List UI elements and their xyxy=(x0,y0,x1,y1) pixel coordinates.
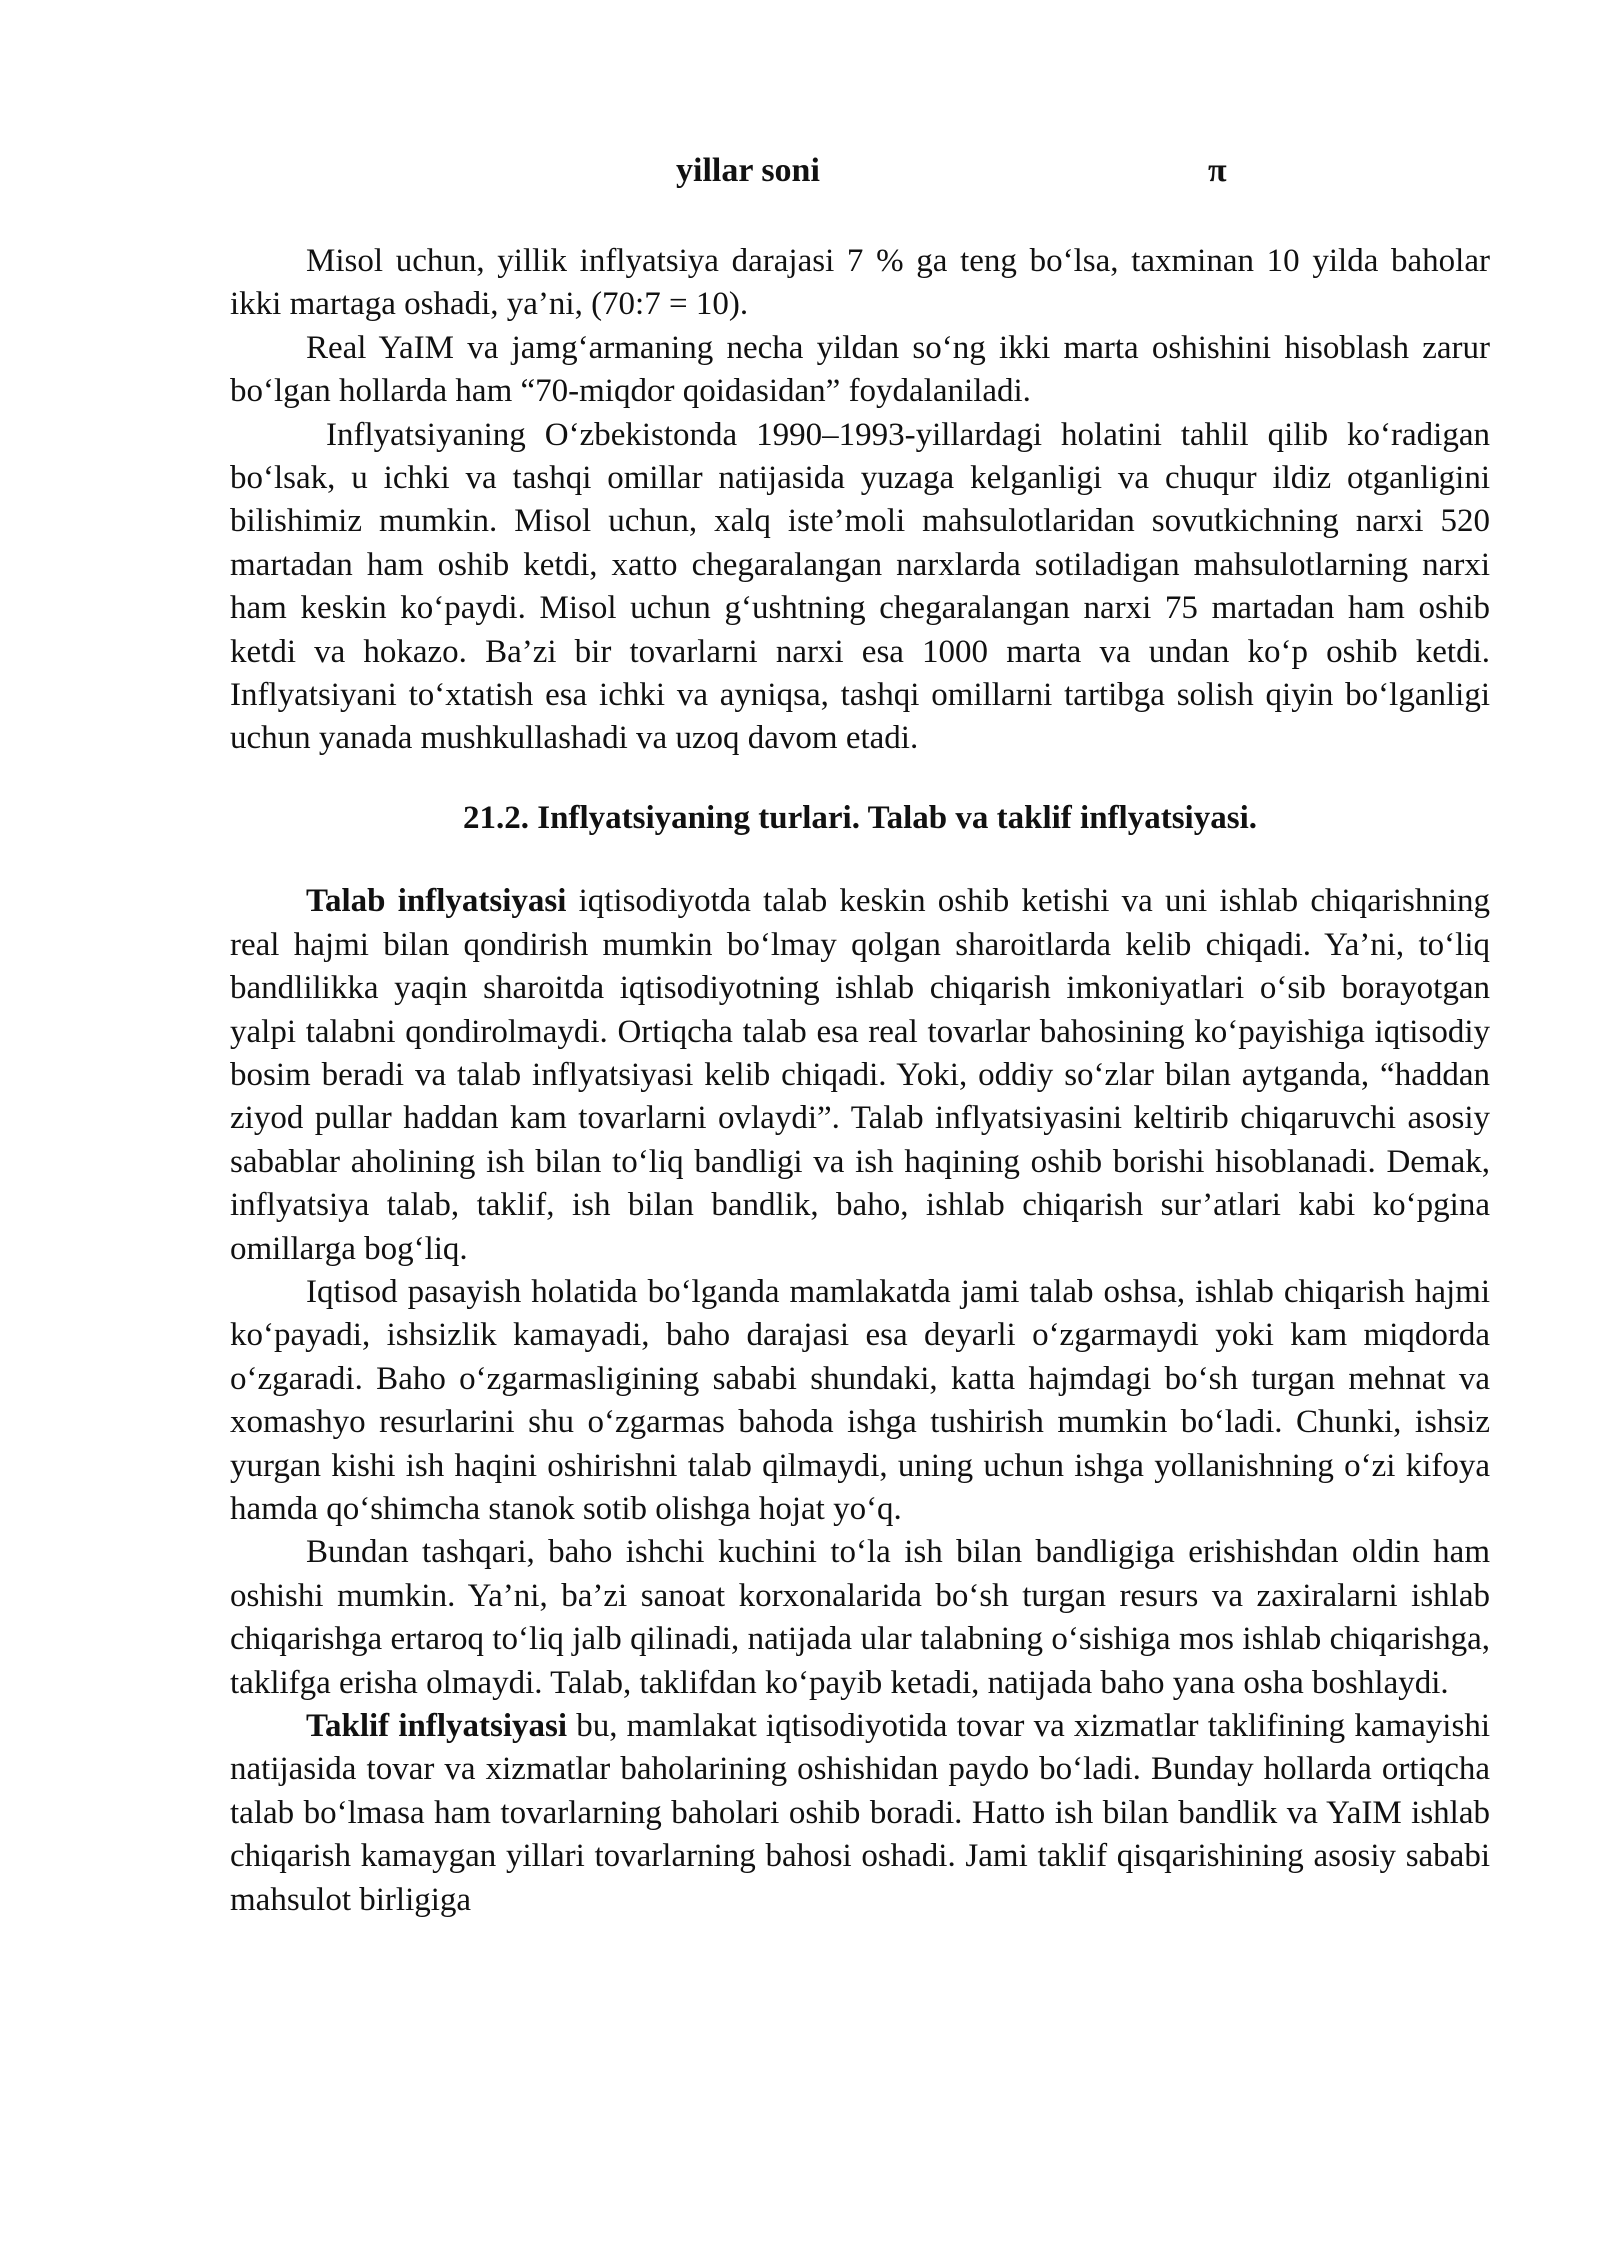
paragraph-demand-inflation xyxy=(230,880,1490,1271)
document-body xyxy=(230,240,1490,1922)
paragraph-example-doubling: Misol uchun, yillik inflyatsiya darajasi 7 % ga teng bo‘lsa, taxminan 10 yilda baholar ikki martaga oshadi, ya’ni, (70:7 = 10). xyxy=(230,243,1490,323)
formula-line xyxy=(0,152,1600,196)
section-heading: 21.2. Inflyatsiyaning turlari. Talab va taklif inflyatsiyasi. xyxy=(463,799,1257,836)
paragraph-uzbekistan-inflation: Inflyatsiyaning O‘zbekistonda 1990–1993-yillardagi holatini tahlil qilib ko‘radigan bo‘lsak, u ichki va tashqi omillar natijasida yuzaga kelganligi va chuqur ildiz otganligini bilishimiz mumkin. Misol uchun, xalq iste’moli mahsulotlaridan sovutkichning narxi 520 martadan ham oshib ketdi, xatto chegaralangan narxlarda sotiladigan mahsulotlarning narxi ham keskin ko‘paydi. Misol uchun g‘ushtning chegaralangan narxi 75 martadan ham oshib ketdi va hokazo. Ba’zi bir tovarlarni narxi esa 1000 marta va undan ko‘p oshib ketdi. Inflyatsiyani to‘xtatish esa ichki va ayniqsa, tashqi omillarni tartibga solish qiyin bo‘lganligi uchun yanada mushkullashadi va uzoq davom etadi. xyxy=(230,416,1490,757)
term-demand-inflation: Talab inflyatsiyasi xyxy=(306,883,567,920)
supply-inflation-text: bu, mamlakat iqtisodiyotida tovar va xizmatlar taklifining kamayishi natijasida tovar va xizmatlar baholarining oshishidan paydo bo‘ladi. Bunday hollarda ortiqcha talab bo‘lmasa ham tovarlarning baholari oshib boradi. Hatto ish bilan bandlik va YaIM ishlab chiqarish kamaygan yillari tovarlarning bahosi oshadi. Jami taklif qisqarishining asosiy sababi mahsulot birligiga xyxy=(230,1708,1490,1918)
paragraph-recession-demand: Iqtisod pasayish holatida bo‘lganda mamlakatda jami talab oshsa, ishlab chiqarish hajmi ko‘payadi, ishsizlik kamayadi, baho darajasi esa deyarli o‘zgarmaydi yoki kam miqdorda o‘zgaradi. Baho o‘zgarmasligining sababi shundaki, katta hajmdagi bo‘sh turgan mehnat va xomashyo resurlarini shu o‘zgarmas bahoda ishga tushirish mumkin bo‘ladi. Chunki, ishsiz yurgan kishi ish haqini oshirishni talab qilmaydi, uning uchun ishga yollanishning o‘zi kifoya hamda qo‘shimcha stanok sotib olishga hojat yo‘q. xyxy=(230,1273,1490,1527)
demand-inflation-text: iqtisodiyotda talab keskin oshib ketishi va uni ishlab chiqarishning real hajmi bilan qondirish mumkin bo‘lmay qolgan sharoitlarda kelib chiqadi. Ya’ni, to‘liq bandlilikka yaqin sharoitda iqtisodiyotning ishlab chiqarish imkoniyatlari o‘sib borayotgan yalpi talabni qondirolmaydi. Ortiqcha talab esa real tovarlar bahosining ko‘payishiga iqtisodiy bosim beradi va talab inflyatsiyasi kelib chiqadi. Yoki, oddiy so‘zlar bilan aytganda, “haddan ziyod pullar haddan kam tovarlarni ovlaydi”. Talab inflyatsiyasini keltirib chiqaruvchi asosiy sabablar aholining ish bilan to‘liq bandligi va ish haqining oshib borishi hisoblanadi. Demak, inflyatsiya talab, taklif, ish bilan bandlik, baho, ishlab chiqarish sur’atlari kabi ko‘pgina omillarga bog‘liq. xyxy=(230,883,1490,1267)
formula-label-years: yillar soni xyxy=(676,152,820,189)
formula-symbol-pi: π xyxy=(1208,152,1227,189)
term-supply-inflation: Taklif inflyatsiyasi xyxy=(306,1708,568,1744)
paragraph-rule-of-70: Real YaIM va jamg‘armaning necha yildan so‘ng ikki marta oshishini hisoblash zarur bo‘lgan hollarda ham “70-miqdor qoidasidan” foydalaniladi. xyxy=(230,329,1490,410)
paragraph-price-rise-before-full-employment: Bundan tashqari, baho ishchi kuchini to‘la ish bilan bandligiga erishishdan oldin ham oshishi mumkin. Ya’ni, ba’zi sanoat korxonalarida bo‘sh turgan resurs va zaxiralarni ishlab chiqarishga ertaroq to‘liq jalb qilinadi, natijada ular talabning o‘sishiga mos ishlab chiqarishga, taklifga erisha olmaydi. Talab, taklifdan ko‘payib ketadi, natijada baho yana osha boshlaydi. xyxy=(230,1534,1490,1701)
paragraph-supply-inflation xyxy=(230,1705,1490,1922)
